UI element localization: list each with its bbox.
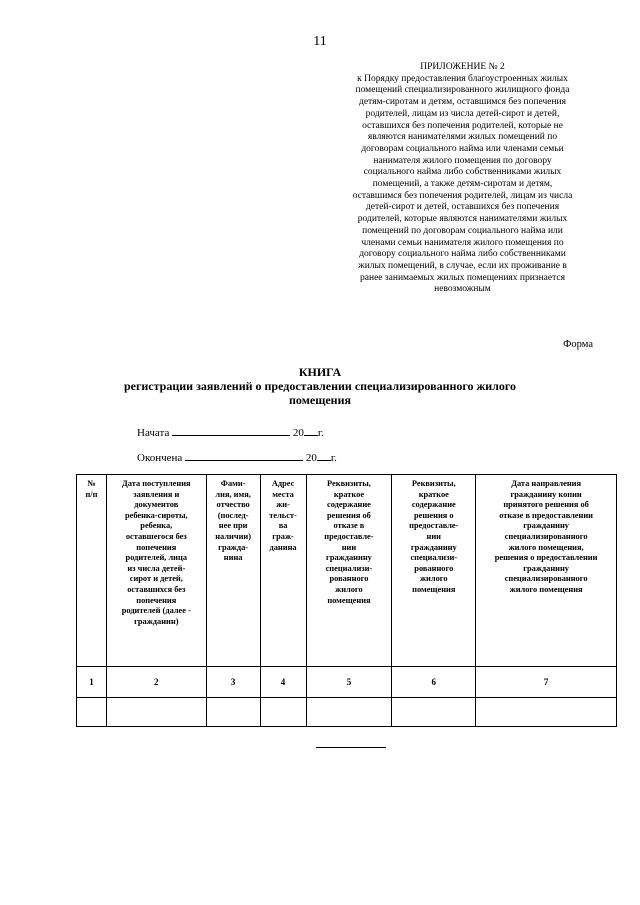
started-date-blank: [172, 425, 290, 436]
ended-line: [137, 450, 337, 464]
ended-year-suffix: г.: [330, 452, 337, 464]
column-number-cell: 7: [476, 667, 617, 698]
empty-cell[interactable]: [106, 698, 206, 727]
appendix-line: членами семьи нанимателя жилого помещения по: [361, 237, 564, 248]
appendix-line: родителей, которые являются нанимателями жилых: [357, 214, 568, 225]
table-header-row: [77, 475, 617, 667]
table-number-row: [77, 667, 617, 698]
column-number-cell: 5: [306, 667, 392, 698]
appendix-line: к Порядку предоставления благоустроенных жилых: [357, 73, 568, 84]
table-empty-row: [77, 698, 617, 727]
empty-cell[interactable]: [206, 698, 260, 727]
started-line: [137, 425, 324, 439]
appendix-line: помещений по договорам социального найма или: [362, 225, 563, 236]
form-label: Форма: [563, 339, 593, 350]
appendix-line: оставшихся без попечения родителей, которые не: [362, 120, 563, 131]
end-divider: [316, 747, 386, 748]
header-cell-refusal-decision: Реквизиты, краткое содержание решения об отказе в предоставле- нии гражданину специализи- рованного жилого помещения: [306, 475, 392, 667]
appendix-line: невозможным: [434, 284, 491, 295]
appendix-line: ранее занимаемых жилых помещениях признается: [360, 272, 565, 283]
started-year-prefix: 20: [292, 427, 304, 439]
appendix-line: детей-сирот и детей, оставшихся без попечения: [365, 202, 560, 213]
empty-cell[interactable]: [77, 698, 107, 727]
appendix-line: социального найма либо собственниками жилых: [363, 167, 562, 178]
appendix-title: ПРИЛОЖЕНИЕ № 2: [420, 62, 505, 72]
appendix-block: [335, 62, 590, 296]
column-number-cell: 2: [106, 667, 206, 698]
ended-year-blank: [317, 450, 331, 461]
appendix-line: договору социального найма либо собственниками: [359, 249, 566, 260]
book-title: [120, 365, 520, 407]
header-cell-number: № п/п: [77, 475, 107, 667]
appendix-line: помещений специализированного жилищного фонда: [355, 85, 570, 96]
appendix-line: нанимателя жилого помещения по договору: [373, 155, 552, 166]
appendix-line: договорам социального найма или членами семьи: [361, 143, 564, 154]
started-year-blank: [304, 425, 318, 436]
ended-date-blank: [185, 450, 303, 461]
appendix-line: помещений, а также детям-сиротам и детям,: [372, 179, 553, 190]
book-title-subtitle: регистрации заявлений о предоставлении специализированного жилого: [123, 379, 517, 393]
book-title-subtitle-end: помещения: [289, 393, 351, 407]
appendix-text: [335, 74, 590, 296]
header-cell-sending-date: Дата направления гражданину копии принятого решения об отказе в предоставлении гражданину специализированного жилого помещения, решения о предоставлении гражданину специализированного жилого помещения: [476, 475, 617, 667]
started-label: Начата: [137, 427, 170, 439]
empty-cell[interactable]: [392, 698, 476, 727]
appendix-line: являются нанимателями жилых помещений по: [367, 132, 558, 143]
empty-cell[interactable]: [260, 698, 306, 727]
column-number-cell: 1: [77, 667, 107, 698]
column-number-cell: 6: [392, 667, 476, 698]
empty-cell[interactable]: [476, 698, 617, 727]
ended-year-prefix: 20: [305, 452, 317, 464]
appendix-line: детям-сиротам и детям, оставшимся без попечения: [359, 97, 566, 108]
book-title-main: КНИГА: [298, 365, 342, 379]
header-cell-grant-decision: Реквизиты, краткое содержание решения о предоставле- нии гражданину специализи- рованного жилого помещения: [392, 475, 476, 667]
appendix-line: оставшимся без попечения родителей, лицам из числа: [352, 190, 573, 201]
registration-table: [76, 474, 617, 727]
header-cell-date-received: Дата поступления заявления и документов ребенка-сироты, ребенка, оставшегося без попечения родителей, лица из числа детей- сирот и детей, оставшихся без попечения родителей (далее - гражданин): [106, 475, 206, 667]
header-cell-address: Адрес места жи- тельст- ва граж- данина: [260, 475, 306, 667]
appendix-line: родителей, лицам из числа детей-сирот и детей,: [365, 108, 560, 119]
column-number-cell: 3: [206, 667, 260, 698]
appendix-line: жилых помещений, в случае, если их проживание в: [358, 260, 567, 271]
empty-cell[interactable]: [306, 698, 392, 727]
page-number: 11: [313, 34, 327, 49]
header-cell-full-name: Фами- лия, имя, отчество (послед- нее при наличии) гражда- нина: [206, 475, 260, 667]
ended-label: Окончена: [137, 452, 183, 464]
started-year-suffix: г.: [317, 427, 324, 439]
column-number-cell: 4: [260, 667, 306, 698]
